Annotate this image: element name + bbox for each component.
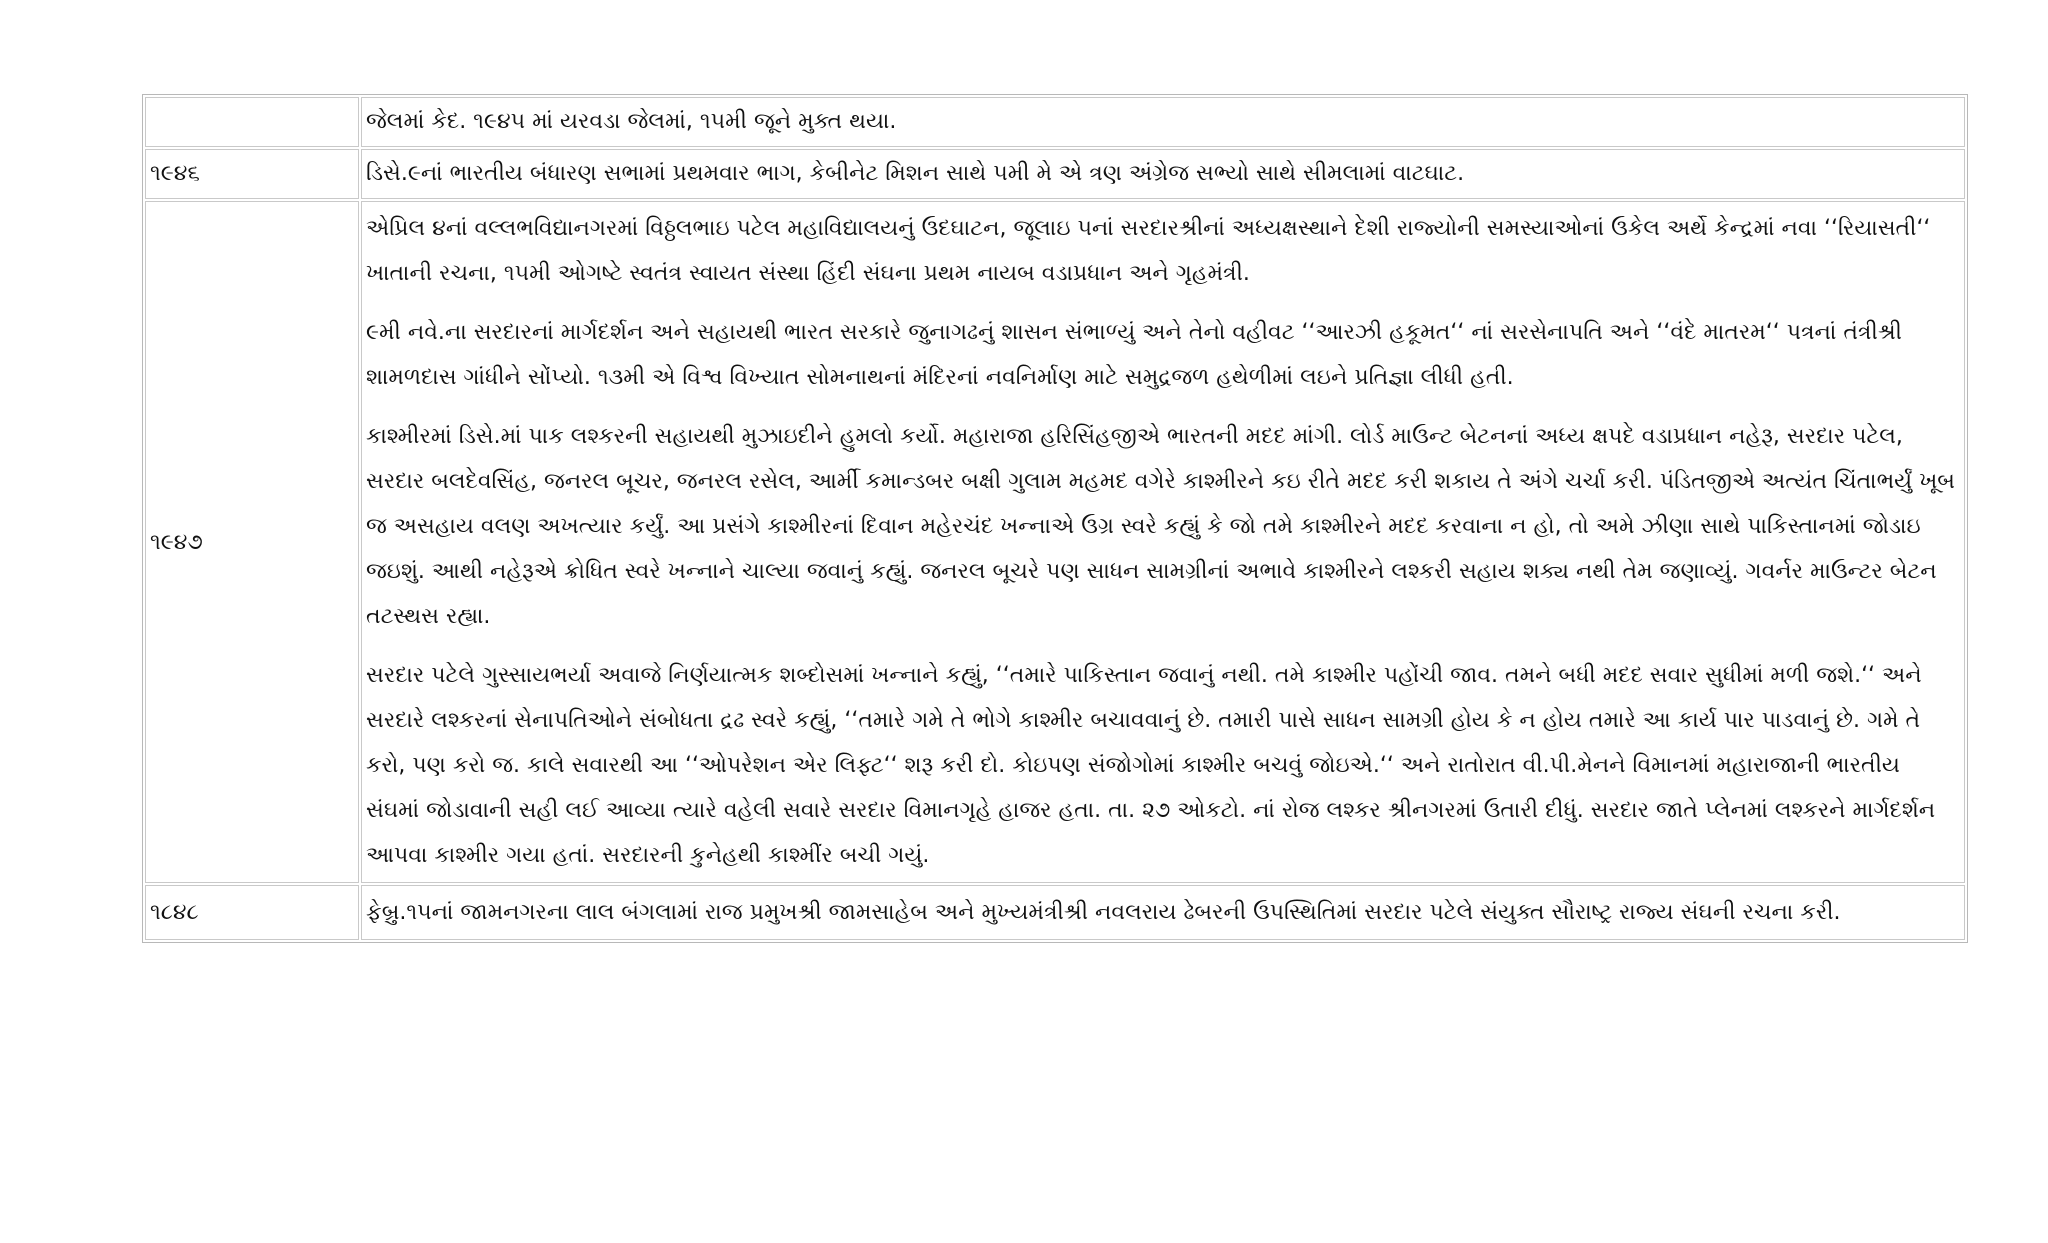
event-paragraph: જેલમાં કેદ. ૧૯૪૫ માં યરવડા જેલમાં, ૧૫મી જૂને મુક્ત થયા. xyxy=(366,109,897,134)
timeline-table xyxy=(142,94,1968,943)
table-row xyxy=(145,201,1965,883)
table-row xyxy=(145,885,1965,940)
year-cell: ૧૮૪૮ xyxy=(145,885,359,940)
events-cell xyxy=(361,149,1965,199)
year-cell: ૧૯૪૬ xyxy=(145,149,359,199)
year-cell: ૧૯૪૭ xyxy=(145,201,359,883)
event-paragraph: ફેબ્રુ.૧૫નાં જામનગરના લાલ બંગલામાં રાજ પ્રમુખશ્રી જામસાહેબ અને મુખ્યમંત્રીશ્રી નવલરાય ઢેબરની ઉપસ્થિતિમાં સરદાર પટેલે સંયુક્ત સૌરાષ્ટ્ર રાજ્ય સંઘની રચના કરી. xyxy=(366,900,1841,925)
events-cell xyxy=(361,885,1965,940)
event-paragraph: કાશ્મીરમાં ડિસે.માં પાક લશ્કરની સહાયથી મુઝાઇદીને હુમલો કર્યો. મહારાજા હરિસિંહજીએ ભારતની મદદ માંગી. લોર્ડ માઉન્ટ બેટનનાં અધ્ય ક્ષપદે વડાપ્રધાન નહેરૂ, સરદાર પટેલ, સરદાર બલદેવસિંહ, જનરલ બૂચર, જનરલ રસેલ, આર્મી કમાન્ડબર બક્ષી ગુલામ મહમદ વગેરે કાશ્મીરને કઇ રીતે મદદ કરી શકાય તે અંગે ચર્ચા કરી. પંડિતજીએ અત્યંત ચિંતાભર્યું ખૂબ જ અસહાય વલણ અખત્યાર કર્યું. આ પ્રસંગે કાશ્મીરનાં દિવાન મહેરચંદ ખન્નાએ ઉગ્ર સ્વરે કહ્યું કે જો તમે કાશ્મીરને મદદ કરવાના ન હો, તો અમે ઝીણા સાથે પાકિસ્તાનમાં જોડાઇ જઇશું. આથી નહેરૂએ ક્રોધિત સ્વરે ખન્નાને ચાલ્યા જવાનું કહ્યું. જનરલ બૂચરે પણ સાધન સામગ્રીનાં અભાવે કાશ્મીરને લશ્કરી સહાય શક્ય નથી તેમ જણાવ્યું. ગવર્નર માઉન્ટર બેટન તટસ્થસ રહ્યા. xyxy=(366,424,1955,629)
events-cell xyxy=(361,97,1965,147)
event-paragraph: એપ્રિલ ૪નાં વલ્લભવિદ્યાનગરમાં વિઠ્ઠલભાઇ પટેલ મહાવિદ્યાલયનું ઉદઘાટન, જૂલાઇ ૫નાં સરદારશ્રીનાં અધ્યક્ષસ્થાને દેશી રાજ્યોની સમસ્યાઓનાં ઉકેલ અર્થે કેન્દ્રમાં નવા ‘‘રિયાસતી‘‘ ખાતાની રચના, ૧૫મી ઓગષ્ટે સ્વતંત્ર સ્વાયત સંસ્થા હિંદી સંઘના પ્રથમ નાયબ વડાપ્રધાન અને ગૃહમંત્રી. xyxy=(366,216,1931,286)
event-paragraph: સરદાર પટેલે ગુસ્સાયભર્યા અવાજે નિર્ણયાત્મક શબ્દોસમાં ખન્નાને કહ્યું, ‘‘તમારે પાકિસ્તાન જવાનું નથી. તમે કાશ્મીર પહોંચી જાવ. તમને બધી મદદ સવાર સુધીમાં મળી જશે.‘‘ અને સરદારે લશ્કરનાં સેનાપતિઓને સંબોધતા દ્રઢ સ્વરે કહ્યું, ‘‘તમારે ગમે તે ભોગે કાશ્મીર બચાવવાનું છે. તમારી પાસે સાધન સામગ્રી હોય કે ન હોય તમારે આ કાર્ય પાર પાડવાનું છે. ગમે તે કરો, પણ કરો જ. કાલે સવારથી આ ‘‘ઓપરેશન એર લિફ્ટ‘‘ શરૂ કરી દો. કોઇપણ સંજોગોમાં કાશ્મીર બચવું જોઇએ.‘‘ અને રાતોરાત વી.પી.મેનને વિમાનમાં મહારાજાની ભારતીય સંઘમાં જોડાવાની સહી લઈ આવ્યા ત્યારે વહેલી સવારે સરદાર વિમાનગૃહે હાજર હતા. તા. ૨૭ ઓકટો. નાં રોજ લશ્કર શ્રીનગરમાં ઉતારી દીધું. સરદાર જાતે પ્લેનમાં લશ્કરને માર્ગદર્શન આપવા કાશ્મીર ગયા હતાં. સરદારની કુનેહથી કાશ્મીંર બચી ગયું. xyxy=(366,663,1936,868)
events-cell xyxy=(361,201,1965,883)
year-cell xyxy=(145,97,359,147)
table-row xyxy=(145,149,1965,199)
event-paragraph: ૯મી નવે.ના સરદારનાં માર્ગદર્શન અને સહાયથી ભારત સરકારે જુનાગઢનું શાસન સંભાળ્યું અને તેનો વહીવટ ‘‘આરઝી હકૂમત‘‘ નાં સરસેનાપતિ અને ‘‘વંદે માતરમ‘‘ પત્રનાં તંત્રીશ્રી શામળદાસ ગાંધીને સોંપ્યો. ૧૩મી એ વિશ્વ વિખ્યાત સોમનાથનાં મંદિરનાં નવનિર્માણ માટે સમુદ્રજળ હથેળીમાં લઇને પ્રતિજ્ઞા લીધી હતી. xyxy=(366,320,1902,390)
table-row xyxy=(145,97,1965,147)
event-paragraph: ડિસે.૯નાં ભારતીય બંધારણ સભામાં પ્રથમવાર ભાગ, કેબીનેટ મિશન સાથે ૫મી મે એ ત્રણ અંગ્રેજ સભ્યો સાથે સીમલામાં વાટઘાટ. xyxy=(366,161,1465,186)
